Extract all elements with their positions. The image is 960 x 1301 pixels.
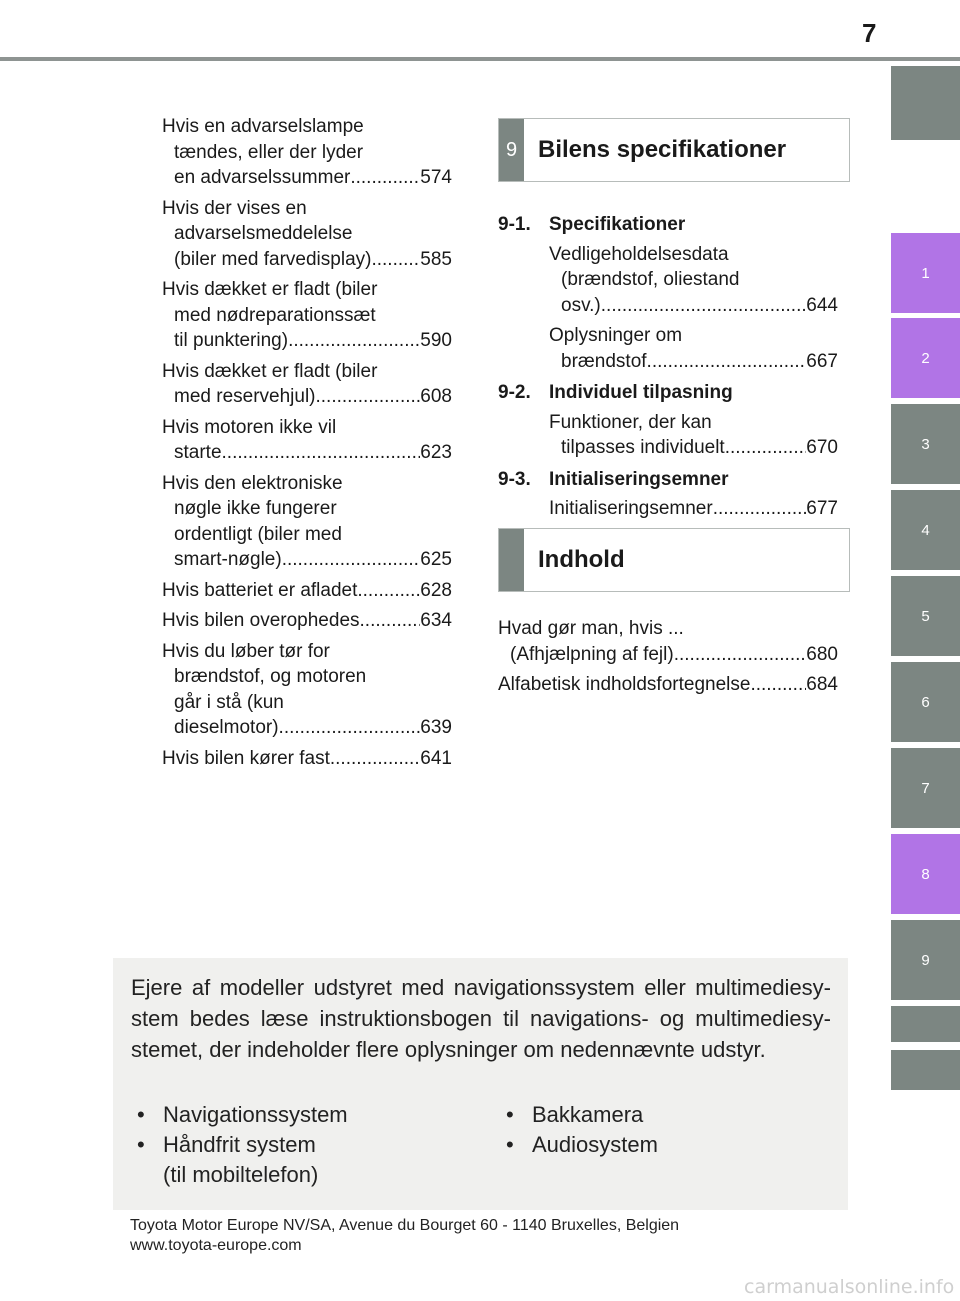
publisher-footer xyxy=(130,1216,679,1256)
toc-index-entries xyxy=(498,616,838,703)
entry-last-line xyxy=(498,642,838,668)
toc-entry xyxy=(162,415,452,466)
bullet-item xyxy=(127,1130,348,1160)
bullet-dot xyxy=(127,1160,163,1190)
entry-last-line xyxy=(162,547,452,573)
chapter-number: 9-1. xyxy=(498,214,531,235)
entry-title: en advarselssummer xyxy=(174,167,351,188)
page-ref: 623 xyxy=(420,442,452,463)
footer-address: Toyota Motor Europe NV/SA, Avenue du Bourget 60 - 1140 Bruxelles, Belgien xyxy=(130,1217,680,1234)
leader-dots xyxy=(357,578,420,604)
bullet-item xyxy=(496,1130,658,1160)
page-ref: 608 xyxy=(420,386,452,407)
section-number: 9 xyxy=(499,119,524,181)
leader-dots xyxy=(713,496,807,522)
entry-title: brændstof xyxy=(561,350,647,372)
page-ref: 644 xyxy=(806,294,838,316)
entry-title: dieselmotor) xyxy=(174,717,279,738)
entry-line: Hvis dækket er fladt (biler xyxy=(162,360,378,382)
chapter-heading xyxy=(498,380,838,406)
page-number: 7 xyxy=(862,18,877,48)
toc-left-column xyxy=(162,114,452,776)
bullet-text: Bakkamera xyxy=(532,1102,644,1127)
header-rule xyxy=(0,57,960,61)
chapter-title: Initialiseringsemner xyxy=(549,468,729,490)
chapter-tab-3[interactable]: 3 xyxy=(891,404,960,484)
toc-right-column xyxy=(498,206,838,527)
entry-line: tændes, eller der lyder xyxy=(174,141,364,163)
toc-entry xyxy=(549,242,838,319)
entry-line: Oplysninger om xyxy=(549,325,683,346)
page-ref: 625 xyxy=(420,549,452,570)
entry-line: Hvis dækket er fladt (biler xyxy=(162,279,378,300)
bullets-right xyxy=(496,1100,658,1160)
entry-line: Hvis en advarselslampe xyxy=(162,116,364,137)
section-header-specifications xyxy=(498,118,850,182)
chapter-sub xyxy=(498,323,838,374)
entry-line: Hvis du løber tør for xyxy=(162,640,330,662)
chapter-tab-blank[interactable] xyxy=(891,1050,960,1090)
toc-entry xyxy=(162,608,452,634)
chapter-number: 9-3. xyxy=(498,468,531,490)
leader-dots xyxy=(288,328,420,354)
entry-title: (Afhjælpning af fejl) xyxy=(510,643,674,665)
entry-line: Funktioner, der kan xyxy=(549,411,712,433)
toc-entry xyxy=(498,672,838,698)
leader-dots xyxy=(601,293,807,319)
section-title: Indhold xyxy=(538,546,625,573)
entry-line: brændstof, og motoren xyxy=(174,666,367,687)
chapter-tab-5[interactable]: 5 xyxy=(891,576,960,656)
page-ref: 585 xyxy=(420,248,452,270)
entry-last-line xyxy=(549,293,838,319)
bullet-dot: • xyxy=(506,1102,514,1127)
entry-title: Alfabetisk indholdsfortegnelse xyxy=(498,674,751,695)
chapter-tab-4[interactable]: 4 xyxy=(891,490,960,570)
chapter-sub xyxy=(498,410,838,461)
entry-title: Hvis batteriet er afladet xyxy=(162,579,358,601)
entry-title: Initialiseringsemner xyxy=(549,498,713,519)
navigation-notice-box xyxy=(113,958,848,1210)
toc-entry xyxy=(162,114,452,191)
chapter-tab-7[interactable]: 7 xyxy=(891,748,960,828)
toc-entry xyxy=(549,410,838,461)
toc-entry xyxy=(162,277,452,354)
section-header-contents xyxy=(498,528,850,592)
entry-title: starte xyxy=(174,442,222,463)
leader-dots xyxy=(330,746,420,772)
entry-last-line xyxy=(549,496,838,522)
toc-entry xyxy=(549,496,838,522)
chapter-sub xyxy=(498,242,838,319)
entry-title: osv.) xyxy=(561,294,601,316)
chapter-tab-2[interactable]: 2 xyxy=(891,318,960,398)
leader-dots xyxy=(360,608,421,634)
entry-title: tilpasses individuelt xyxy=(561,437,725,458)
entry-title: Hvis bilen overophedes xyxy=(162,610,360,631)
entry-line: Vedligeholdelsesdata xyxy=(549,243,729,265)
toc-entry xyxy=(549,323,838,374)
bullet-item xyxy=(127,1160,348,1190)
chapter-heading xyxy=(498,467,838,493)
leader-dots xyxy=(647,349,807,375)
entry-last-line xyxy=(162,746,452,772)
section-number-blank xyxy=(499,529,524,591)
notice-text: Ejere af modeller udstyret med navigationssystem eller multimediesy-stem bedes læse instruktionsbogen til navigations- og multimediesy-stemet, der indeholder flere oplysninger om nedennævnte udstyr. xyxy=(131,975,831,1062)
bullet-dot: • xyxy=(137,1102,145,1127)
entry-line: ordentligt (biler med xyxy=(174,523,342,545)
page-ref: 684 xyxy=(806,674,838,695)
entry-line: med nødreparationssæt xyxy=(174,304,376,326)
entry-line: Hvis motoren ikke vil xyxy=(162,416,337,438)
bullet-dot: • xyxy=(506,1132,514,1157)
page-ref: 628 xyxy=(420,579,452,601)
chapter-tab-9[interactable]: 9 xyxy=(891,920,960,1000)
page-ref: 641 xyxy=(420,747,452,769)
watermark: carmanualsonline.info xyxy=(744,1276,955,1298)
entry-last-line xyxy=(162,247,452,273)
section-title: Bilens specifikationer xyxy=(538,136,787,163)
bullet-text: Håndfrit system xyxy=(163,1132,316,1157)
entry-last-line xyxy=(549,435,838,461)
entry-line: advarselsmeddelelse xyxy=(174,223,353,244)
page-ref: 590 xyxy=(420,330,452,351)
entry-last-line xyxy=(162,384,452,410)
chapter-tab-6[interactable]: 6 xyxy=(891,662,960,742)
chapter-heading xyxy=(498,212,838,238)
entry-title: Hvis bilen kører fast xyxy=(162,747,330,769)
leader-dots xyxy=(316,384,421,410)
leader-dots xyxy=(371,247,420,273)
chapter-tab-1[interactable]: 1 xyxy=(891,233,960,313)
entry-line: Hvis der vises en xyxy=(162,197,307,219)
bullet-text: Audiosystem xyxy=(532,1132,658,1157)
chapter-sub xyxy=(498,496,838,522)
leader-dots xyxy=(222,440,421,466)
leader-dots xyxy=(350,165,420,191)
entry-last-line xyxy=(162,578,452,604)
leader-dots xyxy=(725,435,807,461)
entry-last-line xyxy=(498,672,838,698)
toc-entry xyxy=(162,471,452,573)
leader-dots xyxy=(282,547,421,573)
entry-last-line xyxy=(549,349,838,375)
chapter-title: Individuel tilpasning xyxy=(549,382,733,403)
entry-title: med reservehjul) xyxy=(174,386,316,407)
page-ref: 667 xyxy=(806,350,838,372)
chapter-number: 9-2. xyxy=(498,382,531,403)
entry-line: Hvad gør man, hvis ... xyxy=(498,618,684,639)
page-ref: 677 xyxy=(806,498,838,519)
entry-line: går i stå (kun xyxy=(174,691,284,713)
page-ref: 574 xyxy=(420,167,452,188)
chapter-tab-blank[interactable] xyxy=(891,1006,960,1042)
toc-entry xyxy=(162,746,452,772)
entry-line: (brændstof, oliestand xyxy=(561,269,740,290)
entry-last-line xyxy=(162,608,452,634)
leader-dots xyxy=(279,715,421,741)
toc-entry xyxy=(162,578,452,604)
entry-title: til punktering) xyxy=(174,330,289,351)
entry-last-line xyxy=(162,328,452,354)
footer-website: www.toyota-europe.com xyxy=(130,1237,302,1254)
bullet-item xyxy=(496,1100,658,1130)
toc-entry xyxy=(162,639,452,741)
chapter-title: Specifikationer xyxy=(549,214,686,235)
entry-title: (biler med farvedisplay) xyxy=(174,248,372,270)
entry-last-line xyxy=(162,165,452,191)
leader-dots xyxy=(674,642,807,668)
entry-last-line xyxy=(162,715,452,741)
bullet-dot: • xyxy=(137,1132,145,1157)
bullet-text: (til mobiltelefon) xyxy=(163,1162,319,1187)
chapter-tab-blank[interactable] xyxy=(891,66,960,140)
toc-entry xyxy=(162,196,452,273)
leader-dots xyxy=(750,672,806,698)
toc-entry xyxy=(162,359,452,410)
bullet-item xyxy=(127,1100,348,1130)
page-ref: 680 xyxy=(806,643,838,665)
entry-last-line xyxy=(162,440,452,466)
bullets-left xyxy=(127,1100,348,1190)
entry-title: smart-nøgle) xyxy=(174,549,282,570)
page-ref: 639 xyxy=(420,717,452,738)
page-ref: 634 xyxy=(420,610,452,631)
toc-entry xyxy=(498,616,838,667)
entry-line: nøgle ikke fungerer xyxy=(174,498,337,519)
page-ref: 670 xyxy=(806,437,838,458)
bullet-text: Navigationssystem xyxy=(163,1102,348,1127)
entry-line: Hvis den elektroniske xyxy=(162,472,343,494)
chapter-tab-8[interactable]: 8 xyxy=(891,834,960,914)
